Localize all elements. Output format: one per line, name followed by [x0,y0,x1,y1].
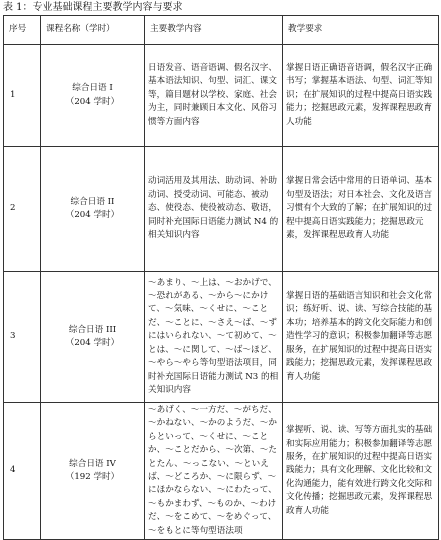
course-hours: （204 学时） [65,210,120,220]
content-cell: ～あげく、～一方だ、～がちだ、～かねない、～かのようだ、～からといって、～くせに、～ことか、～ことだから、～次第、～たとたん、～っこない、～といえば、～どころか、～に限らず、～にほかならない、～にわたって、～もかまわず、～ものか、～わけだ、～をこめて、～をめぐって、～をもとに等句型语法项 [145,403,283,540]
course-hours: （204 学时） [65,338,120,348]
course-hours: （204 学时） [65,96,120,107]
requirement-cell: 掌握日语的基础语言知识和社会文化常识；练好听、说、读、写综合技能的基本功；培养基本的跨文化交际能力和创造性学习的意识；积极参加翻译等志愿服务，在扩展知识的过程中提高日语实践能力；挖掘思政元素，发挥课程思政育人功能 [283,272,439,403]
course-name-cell [41,272,145,403]
requirement-cell: 掌握听、说、读、写等方面扎实的基础和实际应用能力；积极参加翻译等志愿服务，在扩展知识的过程中提高日语实践能力；具有文化理解、文化比较和文化沟通能力，能有效进行跨文化交际和文化传播；挖掘思政元素，发挥课程思政育人功能 [283,403,439,540]
header-content: 主要教学内容 [145,16,283,45]
content-cell: 日语发音、语音语调、假名汉字、基本语法知识、句型、词汇、课文等，篇目题材以学校、家庭、社会为主，同时兼顾日本文化、风俗习惯等方面内容 [145,45,283,147]
content-cell: 动词活用及其用法、助动词、补助动词、授受动词、可能态、被动态、使役态、使役被动态、敬语，同时补充国际日语能力测试 N4 的相关知识内容 [145,147,283,272]
course-name-cell [41,147,145,272]
course-name: 综合日语 I [72,83,113,94]
header-requirement: 教学要求 [283,16,439,45]
header-row [4,16,439,45]
table-row [4,272,439,403]
row-number: 1 [4,45,41,147]
content-cell: ～あまり、～上は、～おかげで、～恐れがある、～から～にかけて、～気味、～くせに、～ことだ、～ことに、～さえ～ば、～ずにはいられない、～て初めて、～とは、～に関して、～ば～ほど、～やら～やら等句型语法项目，同时补充国际日语能力测试 N3 的相关知识内容 [145,272,283,403]
header-no: 序号 [4,16,41,45]
course-name: 综合日语 II [70,196,115,207]
table-row [4,147,439,272]
course-table [3,15,439,540]
course-hours: （192 学时） [65,472,120,483]
row-number: 2 [4,147,41,272]
course-name-cell [41,45,145,147]
table-caption: 表 1：专业基础课程主要教学内容与要求 [3,2,183,13]
row-number: 4 [4,403,41,540]
course-name-cell [41,403,145,540]
table-row [4,45,439,147]
row-number: 3 [4,272,41,403]
course-name: 综合日语 III [68,324,117,335]
requirement-cell: 掌握日语正确语音语调，假名汉字正确书写；掌握基本语法、句型、词汇等知识；在扩展知识的过程中提高日语实践能力；挖掘思政元素，发挥课程思政育人功能 [283,45,439,147]
course-name: 综合日语 IV [69,458,116,469]
requirement-cell: 掌握日常会话中常用的日语单词、基本句型及语法；对日本社会、文化及语言习惯有个大致的了解；在扩展知识的过程中提高日语实践能力；挖掘思政元素，发挥课程思政育人功能 [283,147,439,272]
header-course: 课程名称（学时） [41,16,145,45]
table-row [4,403,439,540]
